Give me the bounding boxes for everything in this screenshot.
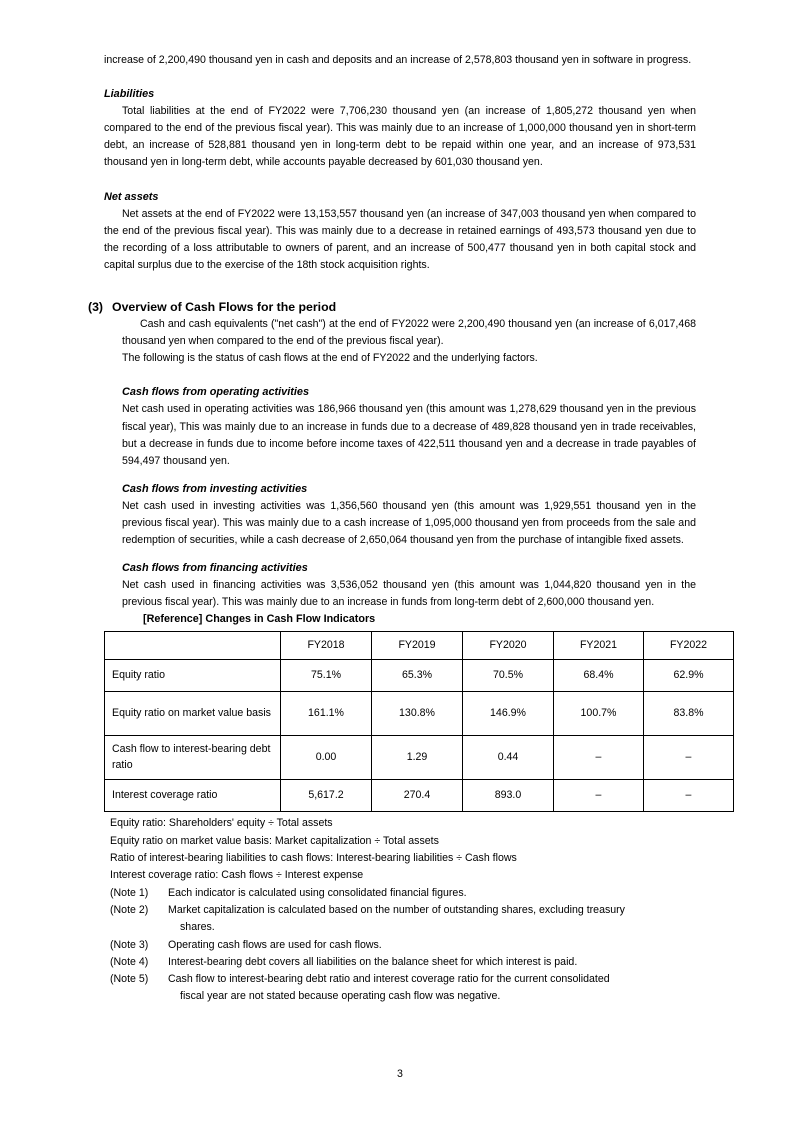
spacer — [122, 367, 696, 384]
section-title: Overview of Cash Flows for the period — [112, 300, 337, 315]
note-text-continuation: fiscal year are not stated because operating cash flow was negative. — [180, 990, 501, 1003]
section-number: (3) — [88, 300, 104, 315]
table-row-label: Cash flow to interest-bearing debt ratio — [105, 736, 281, 780]
liabilities-paragraph: Total liabilities at the end of FY2022 were 7,706,230 thousand yen (an increase of 1,805,272 thousand yen when compared to the end of the previous fiscal year). This was mainly due to an increase of 1,000,000 thousand yen in short-term debt, an increase of 528,881 thousand yen in long-term debt to be repaid within one year, and an increase of 973,531 thousand yen in long-term debt, while accounts payable decreased by 601,030 thousand yen. — [104, 105, 696, 169]
section-heading — [88, 298, 696, 316]
investing-activities-paragraph: Net cash used in investing activities was 1,356,560 thousand yen (this amount was 1,929,551 thousand yen in the previous fiscal year). This was mainly due to a cash increase of 1,095,000 thousand yen from proceeds from the sale and redemption of securities, while a cash decrease of 2,650,064 thousand yen from the purchase of intangible fixed assets. — [122, 499, 696, 547]
page-content — [88, 52, 708, 1006]
page-number: 3 — [397, 1068, 403, 1080]
spacer — [104, 69, 696, 86]
note-label: (Note 4) — [110, 955, 149, 968]
table-cell: 0.44 — [463, 736, 554, 780]
table-cell: – — [554, 736, 644, 780]
table-row-label: Interest coverage ratio — [105, 780, 281, 812]
note-item — [110, 971, 696, 1006]
operating-activities-heading: Cash flows from operating activities — [122, 386, 309, 399]
table-row — [105, 736, 734, 780]
note-item — [110, 937, 696, 954]
net-assets-paragraph: Net assets at the end of FY2022 were 13,153,557 thousand yen (an increase of 347,003 thousand yen when compared to the end of the previous fiscal year). This was mainly due to a decrease in retained earnings of 493,573 thousand yen due to the recording of a loss attributable to owners of parent, and an increase of 500,477 thousand yen in both capital stock and capital surplus due to the exercise of the 18th stock acquisition rights. — [104, 207, 696, 271]
reference-title: [Reference] Changes in Cash Flow Indicators — [143, 613, 376, 626]
definition-line: Interest coverage ratio: Cash flows ÷ Interest expense — [110, 869, 364, 882]
table-cell: 893.0 — [463, 780, 554, 812]
operating-activities-paragraph: Net cash used in operating activities was 186,966 thousand yen (this amount was 1,278,629 thousand yen in the previous fiscal year), This was mainly due to an increase in funds due to a decrease of 489,828 thousand yen in trade receivables, but a decrease in funds due to income before income taxes of 422,511 thousand yen and a decrease in trade payables of 594,497 thousand yen. — [122, 403, 696, 467]
table-row — [105, 660, 734, 692]
table-cell: 68.4% — [554, 660, 644, 692]
table-row-label: Equity ratio — [105, 660, 281, 692]
section-body — [110, 316, 708, 1006]
assets-continued-paragraph: increase of 2,200,490 thousand yen in cash and deposits and an increase of 2,578,803 thousand yen in software in progress. — [104, 54, 692, 66]
table-column-header: FY2021 — [554, 632, 644, 660]
table-header-row — [105, 632, 734, 660]
table-cell: 75.1% — [281, 660, 372, 692]
note-label: (Note 2) — [110, 903, 149, 916]
investing-activities-heading: Cash flows from investing activities — [122, 482, 308, 495]
note-text-main: Market capitalization is calculated based on the number of outstanding shares, excluding treasury — [168, 903, 625, 916]
note-label: (Note 5) — [110, 973, 149, 986]
spacer — [122, 470, 696, 481]
table-cell: 100.7% — [554, 692, 644, 736]
note-text: Interest-bearing debt covers all liabilities on the balance sheet for which interest is paid. — [168, 955, 578, 968]
financing-activities-heading: Cash flows from financing activities — [122, 562, 308, 575]
table-column-header: FY2022 — [644, 632, 734, 660]
table-cell: – — [644, 736, 734, 780]
table-corner-cell — [105, 632, 281, 660]
table-cell: 83.8% — [644, 692, 734, 736]
table-row — [105, 780, 734, 812]
table-row-label: Equity ratio on market value basis — [105, 692, 281, 736]
note-label: (Note 1) — [110, 886, 149, 899]
table-cell: 65.3% — [372, 660, 463, 692]
cash-flow-indicators-table — [104, 631, 734, 812]
definition-line: Equity ratio on market value basis: Market capitalization ÷ Total assets — [110, 834, 439, 847]
note-text — [168, 971, 696, 1006]
notes-list — [110, 885, 696, 1006]
note-text-continuation: shares. — [180, 921, 215, 934]
table-cell: 146.9% — [463, 692, 554, 736]
table-cell: 130.8% — [372, 692, 463, 736]
net-assets-heading: Net assets — [104, 190, 159, 203]
note-text: Each indicator is calculated using consolidated financial figures. — [168, 886, 467, 899]
definition-line: Ratio of interest-bearing liabilities to cash flows: Interest-bearing liabilities ÷ Cash flows — [110, 852, 517, 865]
cash-intro-paragraph-1: Cash and cash equivalents ("net cash") at the end of FY2022 were 2,200,490 thousand yen (an increase of 6,017,468 thousand yen when compared to the end of the previous fiscal year). — [122, 318, 696, 348]
table-cell: 5,617.2 — [281, 780, 372, 812]
spacer — [122, 549, 696, 560]
note-item — [110, 902, 696, 937]
table-cell: 161.1% — [281, 692, 372, 736]
table-cell: 62.9% — [644, 660, 734, 692]
spacer — [104, 274, 696, 298]
table-cell: 1.29 — [372, 736, 463, 780]
table-cell: – — [644, 780, 734, 812]
cash-intro-paragraph-2: The following is the status of cash flows at the end of FY2022 and the underlying factors. — [122, 352, 538, 365]
definitions-list — [110, 815, 696, 884]
table-column-header: FY2020 — [463, 632, 554, 660]
note-item — [110, 885, 696, 902]
note-text: Operating cash flows are used for cash flows. — [168, 938, 382, 951]
note-text-main: Cash flow to interest-bearing debt ratio and interest coverage ratio for the current consolidated — [168, 973, 610, 986]
table-cell: 0.00 — [281, 736, 372, 780]
table-row — [105, 692, 734, 736]
note-label: (Note 3) — [110, 938, 149, 951]
table-column-header: FY2019 — [372, 632, 463, 660]
table-cell: 270.4 — [372, 780, 463, 812]
spacer — [104, 172, 696, 189]
liabilities-heading: Liabilities — [104, 88, 155, 101]
table-cell: – — [554, 780, 644, 812]
note-text — [168, 902, 696, 937]
table-cell: 70.5% — [463, 660, 554, 692]
financing-activities-paragraph: Net cash used in financing activities was 3,536,052 thousand yen (this amount was 1,044,820 thousand yen in the previous fiscal year). This was mainly due to an increase in funds from long-term debt of 2,600,000 thousand yen. — [122, 579, 696, 609]
note-item — [110, 954, 696, 971]
definition-line: Equity ratio: Shareholders' equity ÷ Total assets — [110, 817, 333, 830]
table-column-header: FY2018 — [281, 632, 372, 660]
